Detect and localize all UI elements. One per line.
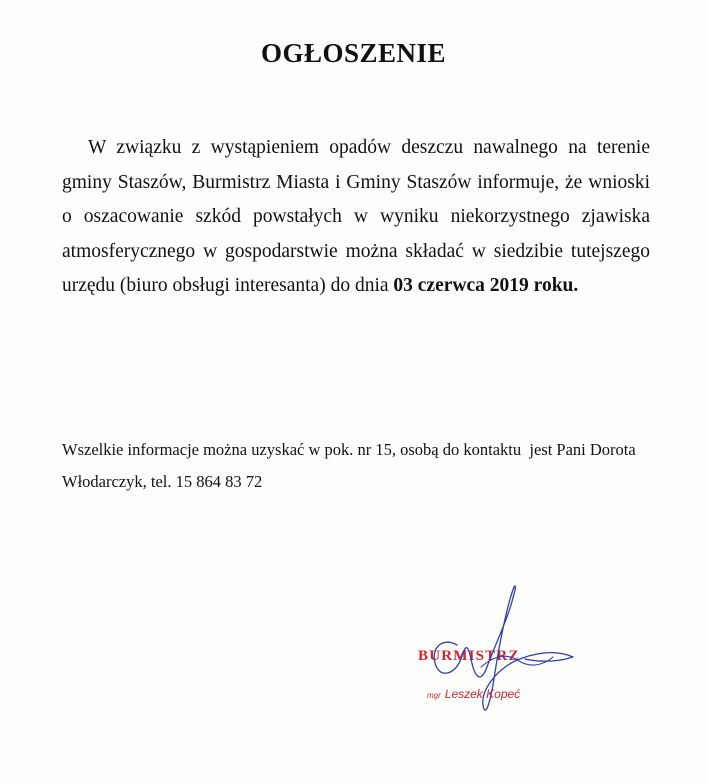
document-title: OGŁOSZENIE [260,38,447,68]
main-paragraph-text: W związku z wystąpieniem opadów deszczu nawalnego na terenie gminy Staszów, Burmistrz Miasta i Gminy Staszów informuje, że wnioski o oszacowanie szkód powstałych w wyniku niekorzystnego zjawiska atmosferycznego w gospodarstwie można składać w siedzibie tutejszego urzędu (biuro obsługi interesanta) do dnia [62,137,650,296]
mayor-stamp [395,575,595,725]
stamp-title: BURMISTRZ [418,648,520,664]
stamp-name: Leszek Kopeć [444,687,521,701]
main-paragraph [62,131,650,304]
contact-info: Wszelkie informacje można uzyskać w pok. nr 15, osobą do kontaktu jest Pani Dorota Włodarczyk, tel. 15 864 83 72 [62,440,640,491]
handwritten-signature [395,575,595,725]
stamp-prefix: mgr [427,691,441,700]
deadline-date: 03 czerwca 2019 roku. [393,275,579,296]
